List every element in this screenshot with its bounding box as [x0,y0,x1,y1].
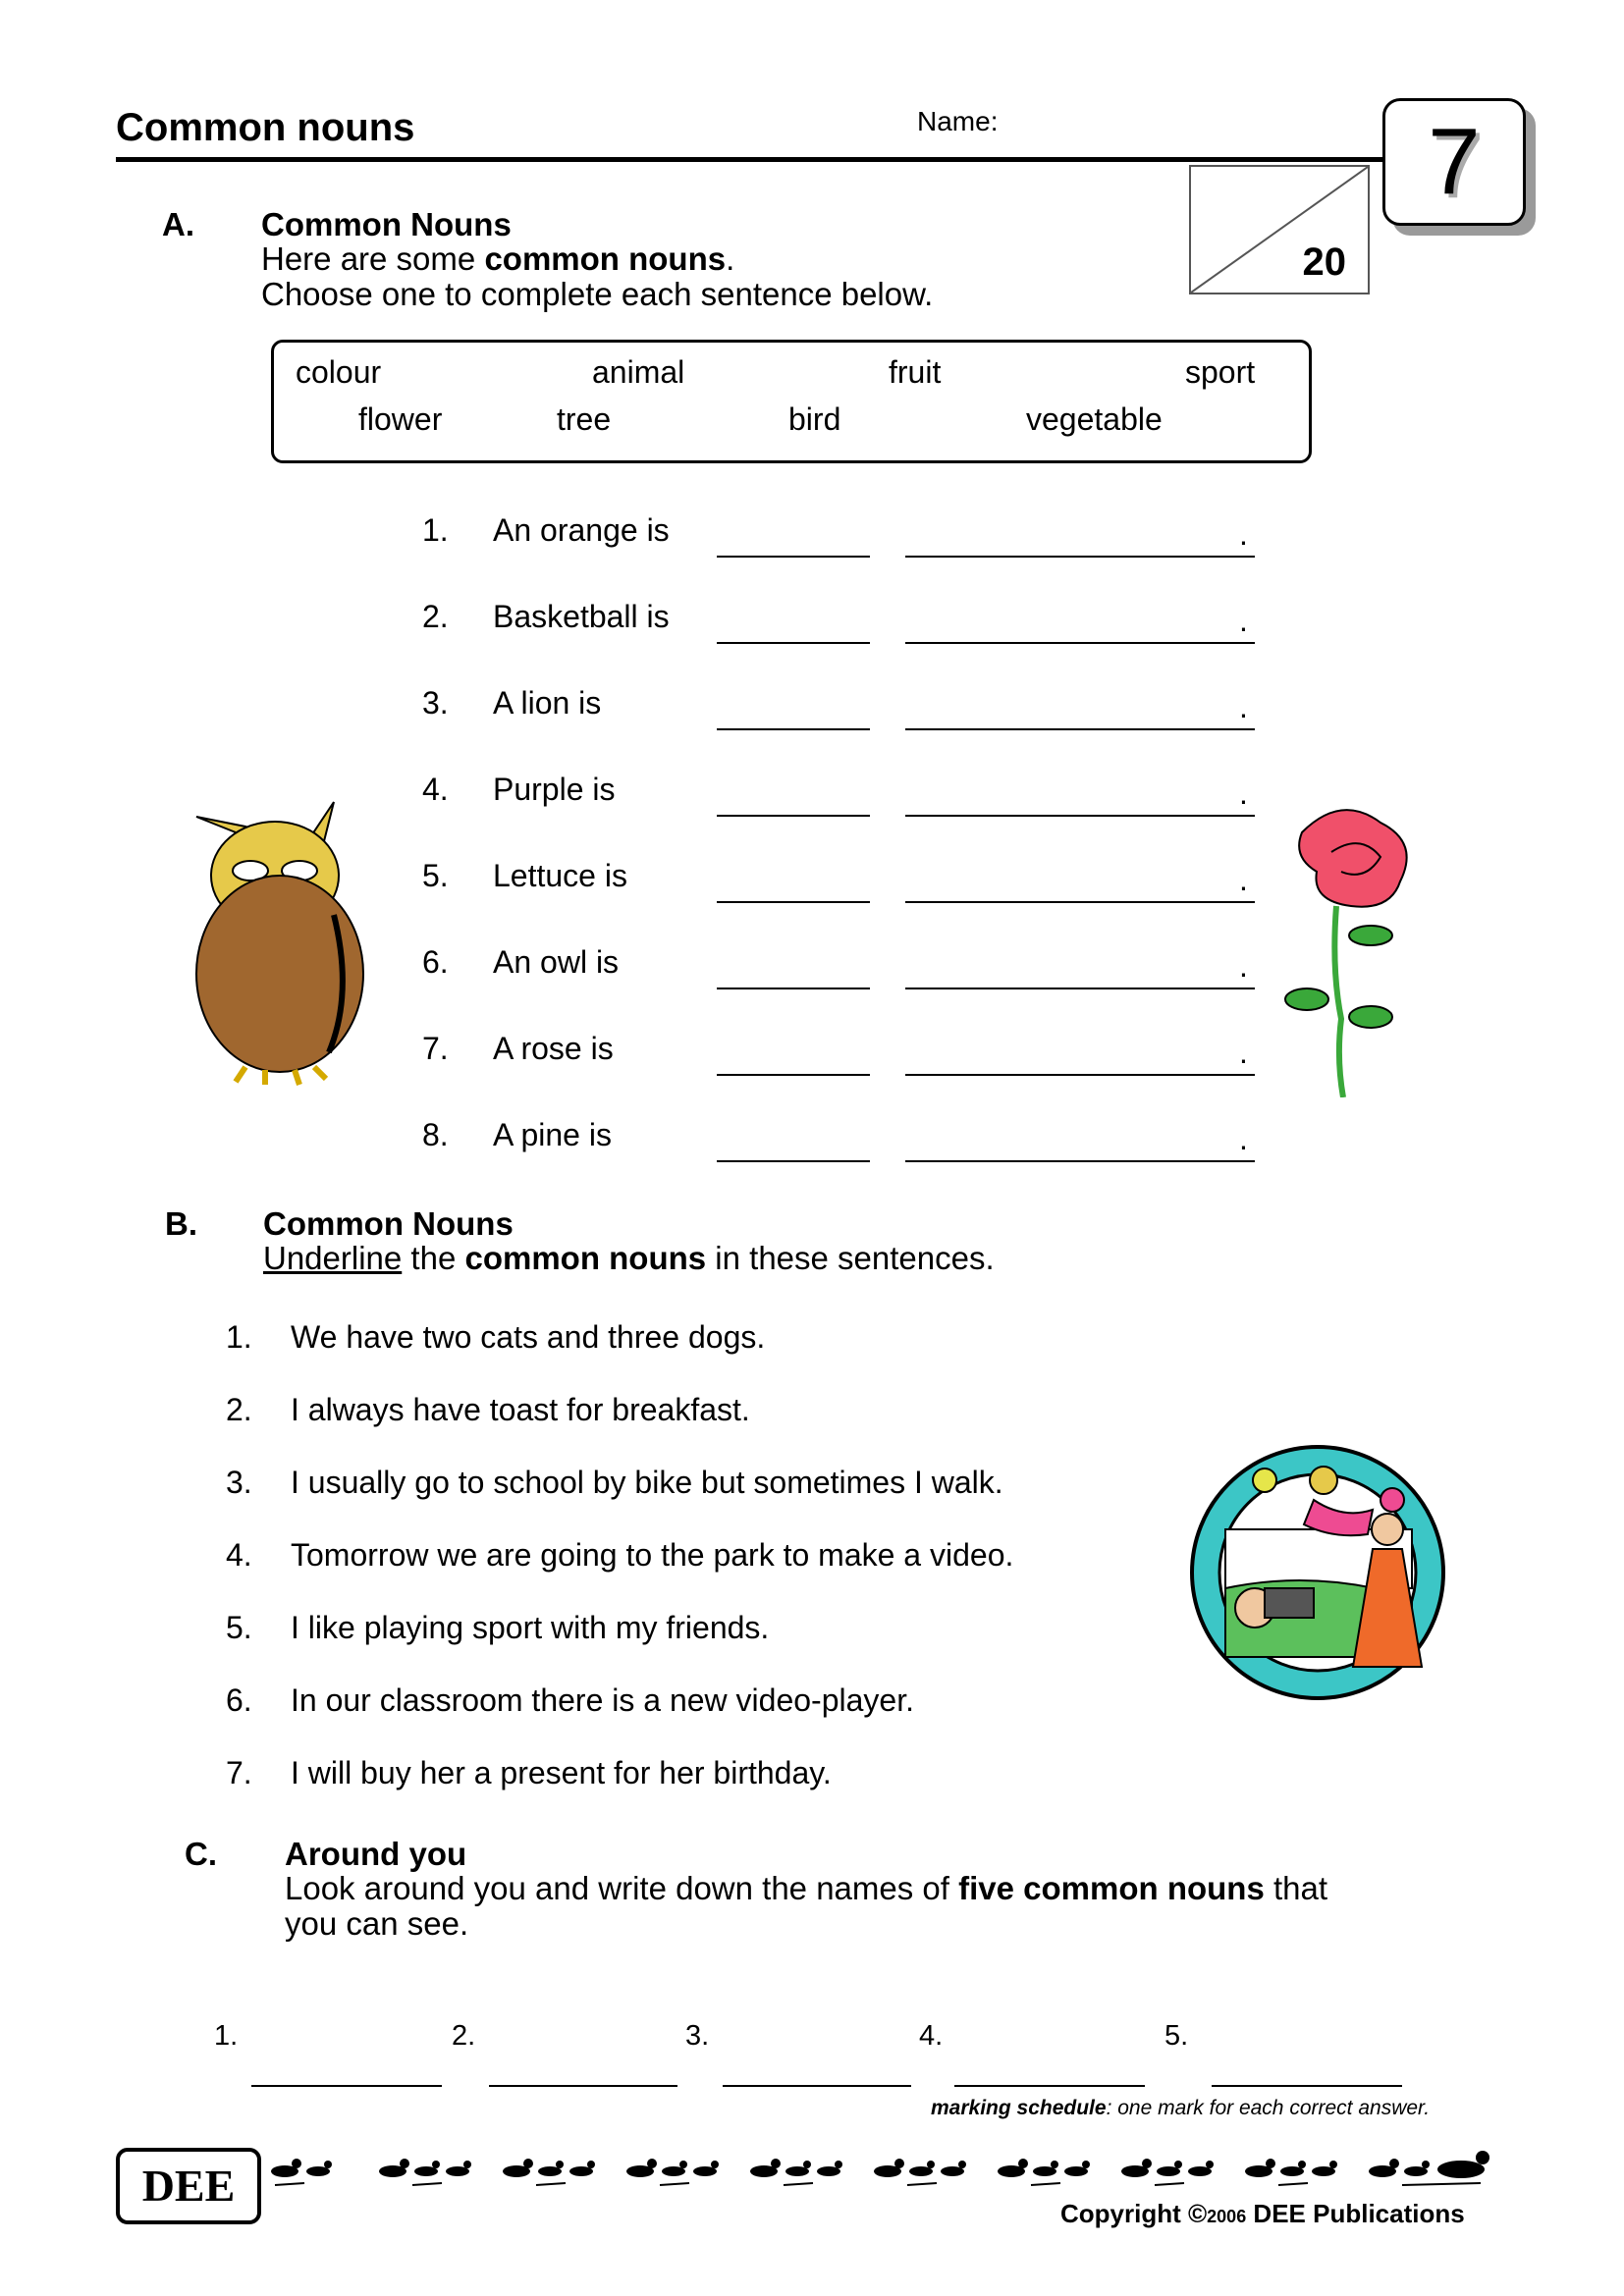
section-b-letter: B. [165,1205,197,1242]
word-bank-item: animal [592,354,685,390]
word-bank-item: vegetable [1026,401,1163,437]
total-marks: 20 [1302,240,1346,284]
answer-blank[interactable] [905,815,1255,817]
section-c-instruction-1: Look around you and write down the names of five common nouns that [285,1870,1328,1906]
sentence-number: 6. [226,1682,252,1718]
word-bank-item: fruit [889,354,942,390]
owl-icon [196,802,363,1085]
answer-blank[interactable] [905,728,1255,730]
answer-blank[interactable] [1212,2085,1402,2087]
score-box [1189,165,1370,294]
section-a-letter: A. [162,206,194,242]
sentence-text[interactable]: I usually go to school by bike but sometimes I walk. [291,1465,1003,1500]
marking-schedule: marking schedule: one mark for each correct answer. [931,2097,1431,2119]
word-bank [271,340,1312,463]
answer-blank[interactable] [905,1160,1255,1162]
sentence-number: 7. [226,1755,252,1790]
rose-icon [1285,810,1407,1097]
sentence-text[interactable]: Tomorrow we are going to the park to make a video. [291,1537,1014,1573]
answer-number: 1. [214,2020,239,2052]
answer-blank[interactable] [905,988,1255,989]
section-a-heading: Common Nouns [261,206,512,242]
ducks-border [265,2148,1512,2193]
section-b-instruction: Underline the common nouns in these sentences. [263,1240,995,1276]
word-bank-item: colour [296,354,382,390]
dee-logo: DEE [116,2148,261,2224]
sheet-number: 7 [1428,109,1481,214]
sentence-number: 2. [226,1392,252,1427]
section-a-instruction-1: Here are some common nouns. [261,240,735,277]
family-illustration [1186,1441,1449,1704]
family-video-icon [1192,1447,1443,1698]
name-label: Name: [917,106,999,136]
answer-blank[interactable] [905,1074,1255,1076]
answer-blank[interactable] [717,815,870,817]
answer-number: 5. [1164,2020,1189,2052]
answer-blank[interactable] [905,556,1255,558]
word-bank-item: sport [1185,354,1256,390]
sentence-number: 5. [226,1610,252,1645]
section-b-heading: Common Nouns [263,1205,514,1242]
answer-number: 3. [685,2020,710,2052]
duck-row-icon [271,2151,1489,2185]
section-a-instruction-2: Choose one to complete each sentence below. [261,276,934,312]
sentence-number: 3. [226,1465,252,1500]
owl-illustration [187,797,383,1092]
answer-blank[interactable] [717,642,870,644]
word-bank-item: tree [557,401,612,437]
answer-blank[interactable] [717,556,870,558]
section-c-instruction-2: you can see. [285,1905,469,1942]
section-c-letter: C. [185,1836,217,1872]
answer-blank[interactable] [717,728,870,730]
section-c-heading: Around you [285,1836,467,1872]
sentence-text[interactable]: In our classroom there is a new video-player. [291,1682,914,1718]
sentence-text[interactable]: I always have toast for breakfast. [291,1392,750,1427]
answer-blank[interactable] [717,1074,870,1076]
word-bank-item: flower [358,401,443,437]
sentence-number: 1. [226,1319,252,1355]
sentence-text[interactable]: We have two cats and three dogs. [291,1319,766,1355]
rose-illustration [1282,803,1439,1097]
answer-number: 4. [919,2020,944,2052]
answer-blank[interactable] [905,642,1255,644]
answer-blank[interactable] [905,901,1255,903]
answer-number: 2. [452,2020,476,2052]
answer-blank[interactable] [717,988,870,989]
sentence-text[interactable]: I like playing sport with my friends. [291,1610,770,1645]
sheet-number-box [1382,98,1526,226]
answer-blank[interactable] [717,901,870,903]
answer-blank[interactable] [489,2085,677,2087]
answer-blank[interactable] [717,1160,870,1162]
word-bank-item: bird [788,401,841,437]
title-rule [116,157,1396,162]
sentence-number: 4. [226,1537,252,1573]
answer-blank[interactable] [251,2085,442,2087]
sentence-text[interactable]: I will buy her a present for her birthday. [291,1755,832,1790]
copyright: Copyright ©2006 DEE Publications [1060,2199,1465,2228]
page-title: Common nouns [116,106,415,149]
answer-blank[interactable] [723,2085,911,2087]
answer-blank[interactable] [954,2085,1145,2087]
